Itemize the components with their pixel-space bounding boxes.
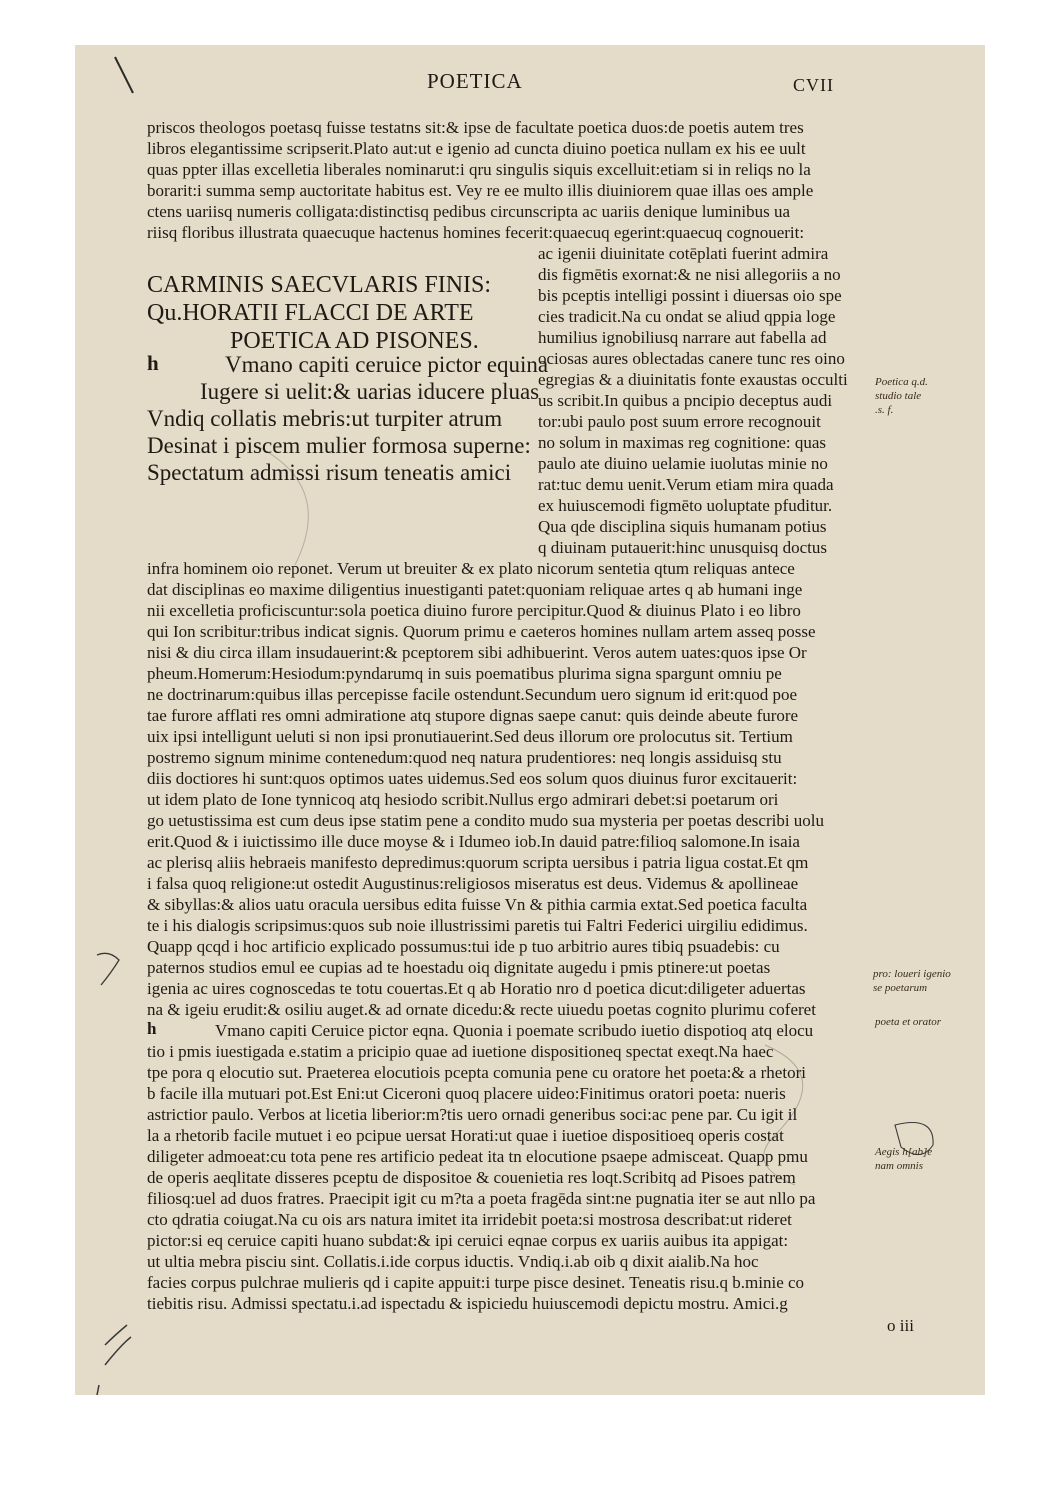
body-line: nii excelletia proficiscuntur:sola poetica diuino furore percipitur.Quod & diuinus Plato i eo libro (147, 601, 801, 620)
body-line: ne doctrinarum:quibus illas percepisse facile ostendunt.Secundum uero signum id erit:quod poe (147, 685, 798, 704)
body-line: ut idem plato de Ione tynnicoq atq hesiodo scribit.Nullus ergo admirari debet:si poetarum ori (147, 790, 779, 809)
commentary-line: b facile illa mutuari pot.Est Eni:ut Ciceroni quoq placere uideo:Finitimus oratori poeta: nueris (147, 1084, 786, 1103)
commentary-initial-guide: h (147, 1019, 157, 1038)
margin-bracket-mark (97, 953, 119, 985)
right-column-line: cies tradicit.Na cu ondat se aliud qppia loge (538, 307, 836, 326)
body-line: paternos studios emul ee cupias ad te hoestadu oiq dignitate augedu i pmis ptinere:ut poetas (147, 958, 771, 977)
commentary-line: de operis aeqlitate disseres pceptu de dispositoe & couenietia res loqt.Scribitq ad Pisoes patrem (147, 1168, 796, 1187)
body-line: nisi & diu circa illam insudauerint:& pceptorem sibi adhibuerint. Veros autem uates:quos ipse Or (147, 643, 807, 662)
right-column-line: ociosas aures oblectadas canere tunc res oino (538, 349, 845, 368)
section-title-line: POETICA AD PISONES. (230, 328, 479, 354)
bottom-left-doodle (93, 1325, 131, 1395)
corner-stroke-mark (115, 57, 133, 93)
right-column-line: ac igenii diuinitate cotēplati fuerint admira (538, 244, 829, 263)
intro-line: quas ppter illas excelletia liberales nominarut:i qru singulis siquis excelluit:etiam si in reliqs no la (147, 160, 811, 179)
commentary-line: tiebitis risu. Admissi spectatu.i.ad ispectadu & ispiciedu huiuscemodi depictu mostru. Amici.g (147, 1294, 788, 1313)
commentary-line: diligeter admoeat:cu tota pene res artificio pedeat ita tn elocutione psaepe admisceat. Quapp pmu (147, 1147, 808, 1166)
body-line: igenia ac uires cognoscedas te totu couertas.Et q ab Horatio nro d poetica dicut:diligeter aduertas (147, 979, 806, 998)
commentary-line: pictor:si eq ceruice capiti huano subdat:& ipi ceruici eqnae corpus ex uariis auibus ita appigat: (147, 1231, 789, 1250)
body-line: Quapp qcqd i hoc artificio explicado possumus:tui ide p tuo arbitrio aures tibiq psuadebis: cu (147, 937, 780, 956)
body-line: ac plerisq aliis hebraeis manifesto depredimus:quorum scripta uersibus i patria ligua costat.Et qm (147, 853, 809, 872)
margin-note-handwritten: Aegis h[ab]e nam omnis (875, 1146, 933, 1172)
right-column-line: q diuinam putauerit:hinc unusquisq doctus (538, 538, 827, 557)
intro-line: priscos theologos poetasq fuisse testatns sit:& ipse de facultate poetica duos:de poetis autem tres (147, 118, 804, 137)
body-line: postremo signum minime contenedum:quod neq natura prudentiores: neq longis assiduisq stu (147, 748, 782, 767)
body-line: na & igeiu erudit:& osiliu auget.& ad ornate dicedu:& recte uiuedu poetas cognito plurimu coferet (147, 1000, 816, 1019)
margin-note-handwritten: poeta et orator (875, 1016, 941, 1028)
margin-note-handwritten: pro: loueri igenio se poetarum (873, 968, 951, 994)
commentary-line: facies corpus pulchrae mulieris qd i capite appuit:i turpe pisce desinet. Teneatis risu.q b.minie co (147, 1273, 805, 1292)
verse-line: Desinat i piscem mulier formosa superne: (147, 433, 531, 458)
running-header: POETICA (427, 69, 523, 93)
right-column-line: no solum in maximas reg cognitione: quas (538, 433, 827, 452)
right-column-line: humilius ignobiliusq narrare aut fabella ad (538, 328, 827, 347)
right-column-line: us scribit.In quibus a pncipio deceptus audi (538, 391, 833, 410)
body-line: i falsa quoq religione:ut ostedit Augustinus:religiosos miseratus est deus. Videmus & apollineae (147, 874, 799, 893)
right-column-line: egregias & a diuinitatis fonte exaustas occulti (538, 370, 848, 389)
body-line: qui Ion scribitur:tribus indicat signis. Quorum primu e caeteros homines nullam artem asseq posse (147, 622, 816, 641)
folio-number: CVII (793, 75, 834, 95)
right-column-line: rat:tuc demu uenit.Verum etiam mira quada (538, 475, 834, 494)
body-line: te i his dialogis scripsimus:quos sub noie illustrissimi paretis tui Faltri Federici uirgiliu edidimus. (147, 916, 808, 935)
verse-line: Vndiq collatis mebris:ut turpiter atrum (147, 406, 503, 431)
quire-signature: o iii (887, 1316, 914, 1335)
right-column-line: paulo ate diuino uelamie iuolutas minie no (538, 454, 828, 473)
margin-note-handwritten: Poetica q.d. studio tale .s. f. (875, 376, 928, 416)
body-line: diis doctiores hi sunt:quos optimos uates uidemus.Sed eos solum quos diuinus furor excitauerit: (147, 769, 798, 788)
commentary-line: cto qdratia coiugat.Na cu ois ars natura imitet ita irridebit poeta:si mostrosa describat:ut rideret (147, 1210, 792, 1229)
body-line: infra hominem oio reponet. Verum ut breuiter & ex plato nicorum sentetia qtum reliquas antece (147, 559, 795, 578)
body-line: tae furore afflati res omni admiratione atq stupore dignas saepe canut: quis deinde abeute furore (147, 706, 799, 725)
right-column-line: Qua qde disciplina siquis humanam potius (538, 517, 827, 536)
body-line: uix ipsi intelligunt ueluti si non ipsi pronutiauerint.Sed deus illorum ore prolocutus sit. Tertium (147, 727, 793, 746)
intro-line: ctens uariisq numeris colligata:distinctisq pedibus circunscripta ac uariis denique luminibus ua (147, 202, 791, 221)
body-line: & sibyllas:& alios uatu oracula uersibus edita fuisse Vn & pithia carmia extat.Sed poetica faculta (147, 895, 808, 914)
commentary-line: tio i pmis iuestigada e.statim a pricipio quae ad iuetione dispositioneq spectat exeqt.Na haec (147, 1042, 774, 1061)
commentary-line: la a rhetorib facile mutuet i eo pcipue uersat Horati:ut quae i iuetioe dispositioeq operis costat (147, 1126, 784, 1145)
commentary-line: ut ultia mebra pisciu sint. Collatis.i.ide corpus iductis. Vndiq.i.ab oib q dixit aialib.Na hoc (147, 1252, 759, 1271)
intro-line: libros elegantissime scripserit.Plato aut:ut e igenio ad cuncta diuino poetica nullam ex his ee uult (147, 139, 806, 158)
body-line: dat disciplinas eo maxime diligentius inuestiganti patet:quoniam reliquae artes q ab humani inge (147, 580, 803, 599)
commentary-line: tpe pora q elocutio sut. Praeterea elocutiois pcepta comunia pene cu oratore het poeta:& a rhetori (147, 1063, 806, 1082)
body-line: erit.Quod & i iuictissimo ille duce moyse & i Idumeo iob.In dauid patre:filioq salomone.In isaia (147, 832, 800, 851)
intro-line: riisq floribus illustrata quaecuque hactenus homines fecerit:quaecuq egerint:quaecuq cognouerit: (147, 223, 805, 242)
commentary-line: filiosq:uel ad duos fratres. Praecipit igit cu m?ta a poeta fragēda sint:ne pugnatia iter se aut nllo pa (147, 1189, 816, 1208)
body-line: pheum.Homerum:Hesiodum:pyndarumq in suis poematibus plurima signa spargunt omniu pe (147, 664, 782, 683)
commentary-line: astrictior paulo. Verbos at licetia liberior:m?tis uero ornadi generibus soci:ac pene par. Cu igit il (147, 1105, 798, 1124)
verse-line: Vmano capiti ceruice pictor equina (225, 352, 549, 377)
right-column-line: bis pceptis intelligi possint i diuersas oio spe (538, 286, 842, 305)
section-title-line: CARMINIS SAECVLARIS FINIS: (147, 272, 492, 298)
verse-initial-guide: h (147, 351, 159, 375)
verse-line: Spectatum admissi risum teneatis amici (147, 460, 512, 485)
commentary-line: Vmano capiti Ceruice pictor eqna. Quonia i poemate scribudo iuetio dispotioq atq elocu (215, 1021, 814, 1040)
intro-line: borarit:i summa semp auctoritate habitus est. Vey re ee multo illis diuiniorem quae illas oes ample (147, 181, 814, 200)
body-line: go uetustissima est cum deus ipse statim pene a condito mudo sua mysteria per poetas describi uolu (147, 811, 825, 830)
section-title-line: Qu.HORATII FLACCI DE ARTE (147, 300, 474, 326)
right-column-line: ex huiuscemodi figmēto uoluptate pfuditur. (538, 496, 833, 515)
book-page (75, 45, 985, 1395)
right-column-line: tor:ubi paulo post suum errore recognouit (538, 412, 821, 431)
right-column-line: dis figmētis exornat:& ne nisi allegoriis a no (538, 265, 841, 284)
verse-line: Iugere si uelit:& uarias iducere pluas (200, 379, 540, 404)
